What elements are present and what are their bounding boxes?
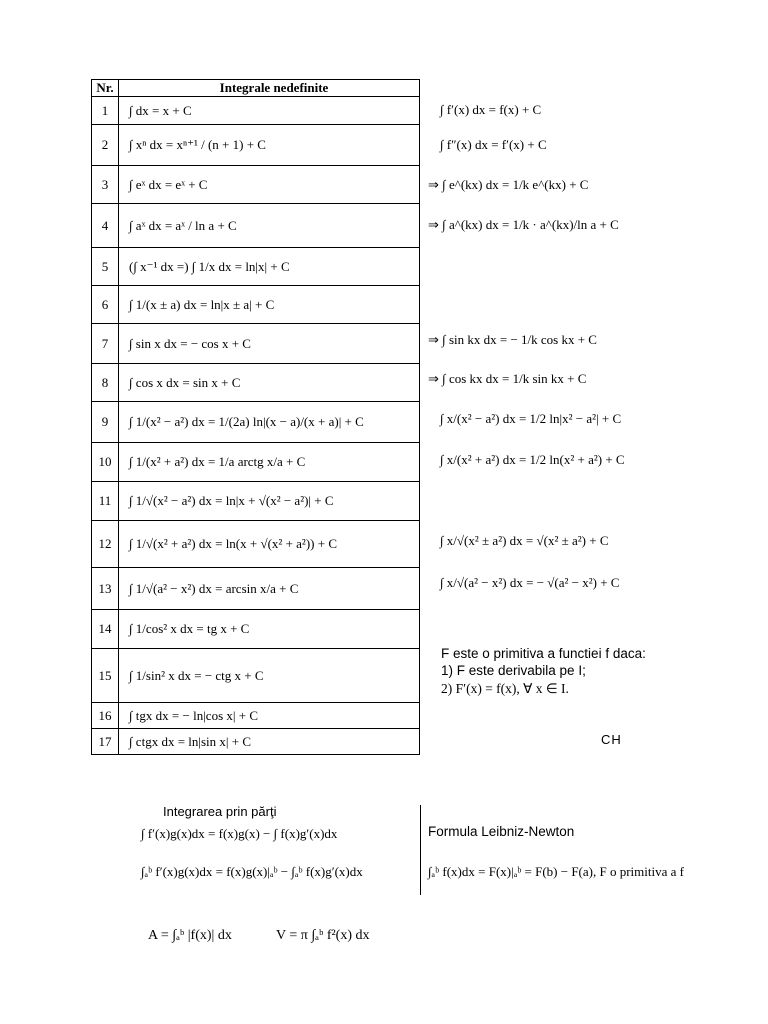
table-row [92, 610, 420, 649]
row-nr: 2 [92, 125, 119, 166]
primitive-note-line3: 2) F′(x) = f(x), ∀ x ∈ I. [441, 681, 569, 696]
area-formula: A = ∫ₐᵇ |f(x)| dx [148, 928, 232, 943]
row-nr: 9 [92, 402, 119, 443]
parts-definite-formula: ∫ₐᵇ f′(x)g(x)dx = f(x)g(x)|ₐᵇ − ∫ₐᵇ f(x)g′(x)dx [141, 864, 363, 879]
volume-formula: V = π ∫ₐᵇ f²(x) dx [276, 928, 370, 943]
row-formula: ∫ sin x dx = − cos x + C [119, 324, 420, 364]
row-nr: 15 [92, 649, 119, 703]
table-header-row [92, 80, 420, 97]
row-formula: ∫ cos x dx = sin x + C [119, 364, 420, 402]
row-nr: 6 [92, 286, 119, 324]
table-row [92, 364, 420, 402]
section-divider [420, 805, 421, 895]
side-formula-second-derivative: ∫ f″(x) dx = f′(x) + C [440, 137, 547, 152]
row-formula: ∫ eˣ dx = eˣ + C [119, 166, 420, 204]
side-formula-x-over-diff: ∫ x/(x² − a²) dx = 1/2 ln|x² − a²| + C [440, 411, 622, 426]
row-formula: ∫ xⁿ dx = xⁿ⁺¹ / (n + 1) + C [119, 125, 420, 166]
leibniz-formula: ∫ₐᵇ f(x)dx = F(x)|ₐᵇ = F(b) − F(a), F o primitiva a f [428, 864, 684, 879]
row-formula: ∫ 1/√(a² − x²) dx = arcsin x/a + C [119, 568, 420, 610]
table-row [92, 443, 420, 482]
side-formula-derivative: ∫ f′(x) dx = f(x) + C [440, 102, 542, 117]
table-row [92, 482, 420, 521]
row-nr: 4 [92, 204, 119, 248]
row-formula: ∫ 1/sin² x dx = − ctg x + C [119, 649, 420, 703]
table-row [92, 204, 420, 248]
table-row [92, 286, 420, 324]
side-formula-coskx: ⇒ ∫ cos kx dx = 1/k sin kx + C [428, 371, 587, 386]
table-row [92, 729, 420, 755]
row-formula: ∫ 1/(x² + a²) dx = 1/a arctg x/a + C [119, 443, 420, 482]
header-title: Integrale nedefinite [119, 80, 420, 97]
row-nr: 11 [92, 482, 119, 521]
row-formula: ∫ dx = x + C [119, 97, 420, 125]
table-row [92, 521, 420, 568]
integrals-table [91, 79, 420, 755]
table-row [92, 402, 420, 443]
row-nr: 8 [92, 364, 119, 402]
side-formula-x-over-root-pm: ∫ x/√(x² ± a²) dx = √(x² ± a²) + C [440, 533, 609, 548]
row-nr: 3 [92, 166, 119, 204]
row-nr: 17 [92, 729, 119, 755]
table-row [92, 97, 420, 125]
row-nr: 10 [92, 443, 119, 482]
table-row [92, 324, 420, 364]
row-formula: ∫ 1/√(x² − a²) dx = ln|x + √(x² − a²)| + C [119, 482, 420, 521]
parts-title: Integrarea prin părţi [163, 804, 277, 819]
row-nr: 14 [92, 610, 119, 649]
side-formula-sinkx: ⇒ ∫ sin kx dx = − 1/k cos kx + C [428, 332, 597, 347]
header-nr: Nr. [92, 80, 119, 97]
row-formula: ∫ 1/(x ± a) dx = ln|x ± a| + C [119, 286, 420, 324]
row-formula: (∫ x⁻¹ dx =) ∫ 1/x dx = ln|x| + C [119, 248, 420, 286]
leibniz-title: Formula Leibniz-Newton [428, 824, 575, 839]
row-nr: 1 [92, 97, 119, 125]
side-formula-x-over-root-diff: ∫ x/√(a² − x²) dx = − √(a² − x²) + C [440, 575, 620, 590]
row-formula: ∫ 1/(x² − a²) dx = 1/(2a) ln|(x − a)/(x + a)| + C [119, 402, 420, 443]
table-row [92, 125, 420, 166]
table-row [92, 649, 420, 703]
table-row [92, 248, 420, 286]
row-nr: 16 [92, 703, 119, 729]
side-formula-akx: ⇒ ∫ a^(kx) dx = 1/k · a^(kx)/ln a + C [428, 217, 619, 232]
row-formula: ∫ ctgx dx = ln|sin x| + C [119, 729, 420, 755]
row-nr: 7 [92, 324, 119, 364]
row-formula: ∫ aˣ dx = aˣ / ln a + C [119, 204, 420, 248]
side-formula-ekx: ⇒ ∫ e^(kx) dx = 1/k e^(kx) + C [428, 177, 589, 192]
table-row [92, 703, 420, 729]
row-nr: 13 [92, 568, 119, 610]
row-formula: ∫ tgx dx = − ln|cos x| + C [119, 703, 420, 729]
row-nr: 12 [92, 521, 119, 568]
row-formula: ∫ 1/cos² x dx = tg x + C [119, 610, 420, 649]
table-row [92, 166, 420, 204]
ch-mark: CH [601, 732, 622, 747]
parts-formula: ∫ f′(x)g(x)dx = f(x)g(x) − ∫ f(x)g′(x)dx [141, 826, 338, 841]
table-row [92, 568, 420, 610]
row-nr: 5 [92, 248, 119, 286]
side-formula-x-over-sum: ∫ x/(x² + a²) dx = 1/2 ln(x² + a²) + C [440, 452, 625, 467]
row-formula: ∫ 1/√(x² + a²) dx = ln(x + √(x² + a²)) + C [119, 521, 420, 568]
primitive-note-line2: 1) F este derivabila pe I; [441, 663, 586, 678]
primitive-note-line1: F este o primitiva a functiei f daca: [441, 646, 646, 661]
